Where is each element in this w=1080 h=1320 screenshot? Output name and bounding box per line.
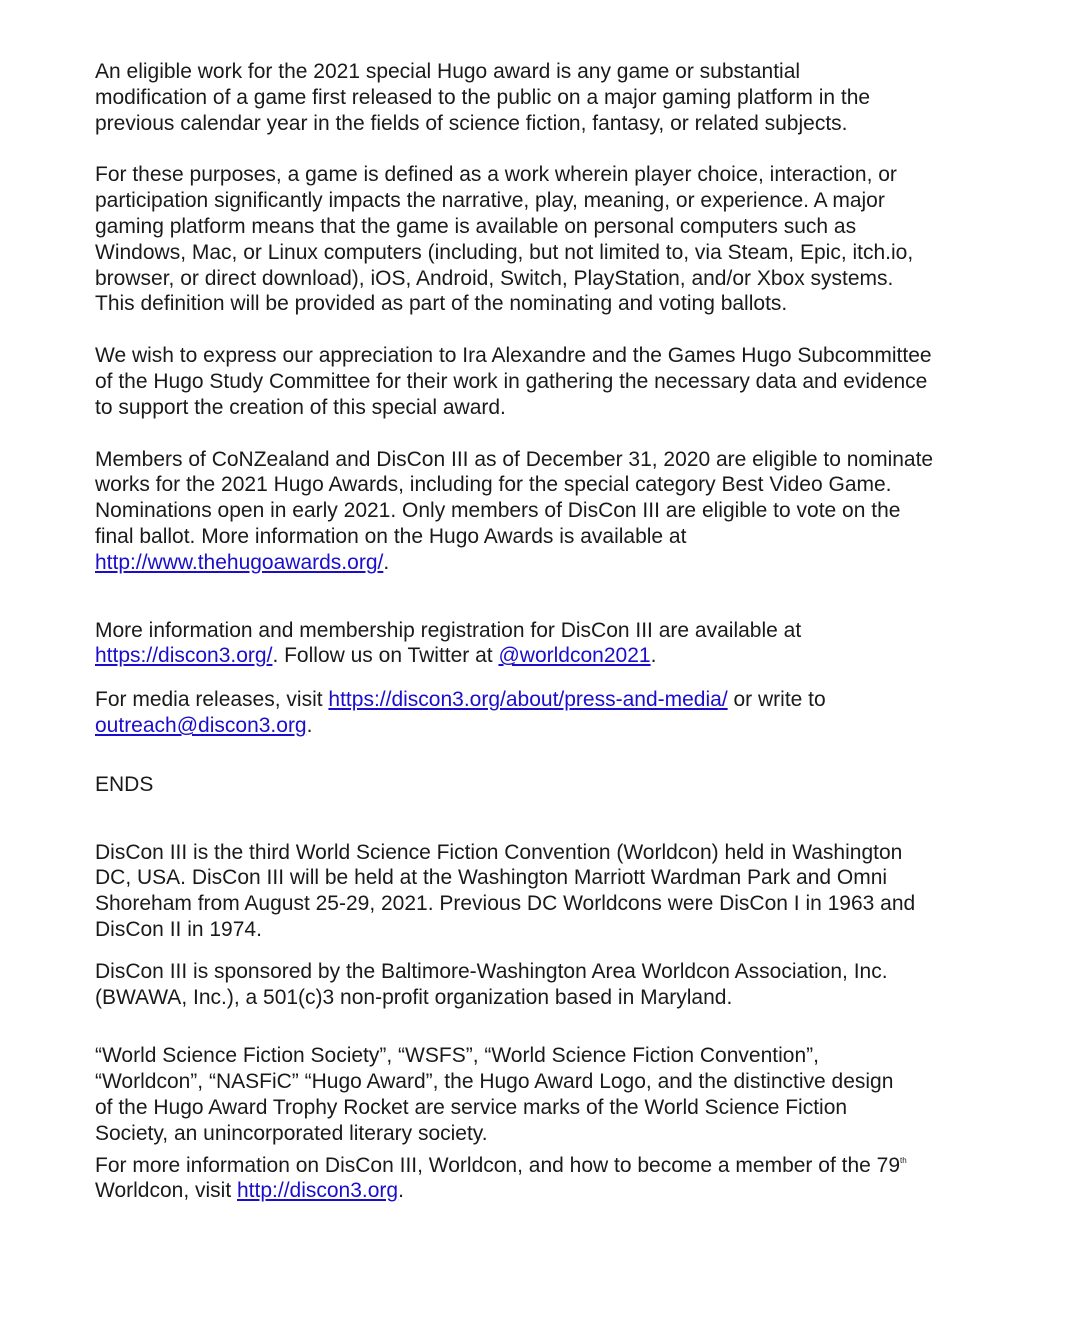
membership-paragraph bbox=[95, 618, 1055, 670]
sponsor-paragraph: DisCon III is sponsored by the Baltimore-Washington Area Worldcon Association, Inc. (BWAWA, Inc.), a 501(c)3 non-profit organization based in Maryland. bbox=[95, 959, 888, 1009]
nomination-end: . bbox=[383, 550, 390, 574]
membership-mid: . Follow us on Twitter at bbox=[272, 644, 499, 668]
appreciation-paragraph: We wish to express our appreciation to Ira Alexandre and the Games Hugo Subcommittee of the Hugo Study Committee for their work in gathering the necessary data and evidence to support the creation of this special award. bbox=[95, 344, 932, 419]
more-info-end: . bbox=[398, 1179, 404, 1203]
ordinal-suffix: th bbox=[900, 1155, 907, 1165]
press-media-link[interactable]: https://discon3.org/about/press-and-media/ bbox=[328, 688, 728, 712]
more-info-text: For more information on DisCon III, Worldcon, and how to become a member of the 79 bbox=[95, 1153, 900, 1177]
document-page bbox=[95, 59, 1055, 1204]
eligibility-paragraph: An eligible work for the 2021 special Hugo award is any game or substantial modification of a game first released to the public on a major gaming platform in the previous calendar year in the fields of science fiction, fantasy, or related subjects. bbox=[95, 60, 871, 135]
nomination-paragraph bbox=[95, 447, 1055, 576]
nomination-text: Members of CoNZealand and DisCon III as of December 31, 2020 are eligible to nominate works for the 2021 Hugo Awards, including for the special category Best Video Game. Nominations open in early 2021. Only members of DisCon III are eligible to vote on the final ballot. More information on the Hugo Awards is available at bbox=[95, 447, 934, 548]
membership-text: More information and membership registration for DisCon III are available at bbox=[95, 618, 802, 642]
discon3-link[interactable]: https://discon3.org/ bbox=[95, 644, 273, 668]
media-paragraph bbox=[95, 687, 1055, 739]
more-info-mid: Worldcon, visit bbox=[95, 1179, 232, 1203]
hugo-awards-link[interactable]: http://www.thehugoawards.org/ bbox=[95, 550, 384, 574]
media-mid: or write to bbox=[733, 688, 826, 712]
about-discon-paragraph: DisCon III is the third World Science Fiction Convention (Worldcon) held in Washington DC, USA. DisCon III will be held at the Washington Marriott Wardman Park and Omni Shoreham from August 25-29, 2021. Previous DC Worldcons were DisCon I in 1963 and DisCon II in 1974. bbox=[95, 840, 916, 941]
outreach-email-link[interactable]: outreach@discon3.org bbox=[95, 713, 307, 737]
media-text: For media releases, visit bbox=[95, 688, 329, 712]
service-marks-paragraph: “World Science Fiction Society”, “WSFS”, “World Science Fiction Convention”, “Worldcon”, “NASFiC” “Hugo Award”, the Hugo Award Logo, and the distinctive design of the Hugo Award Trophy Rocket are service marks of the World Science Fiction Society, an unincorporated literary society. bbox=[95, 1044, 894, 1145]
membership-end: . bbox=[650, 644, 657, 668]
more-info-paragraph bbox=[95, 1153, 1055, 1205]
ends-marker: ENDS bbox=[95, 772, 154, 796]
game-definition-paragraph: For these purposes, a game is defined as a work wherein player choice, interaction, or participation significantly impacts the narrative, play, meaning, or experience. A major gaming platform means that the game is available on personal computers such as Windows, Mac, or Linux computers (including, but not limited to, via Steam, Epic, itch.io, browser, or direct download), iOS, Android, Switch, PlayStation, and/or Xbox systems. This definition will be provided as part of the nominating and voting ballots. bbox=[95, 163, 914, 316]
twitter-link[interactable]: @worldcon2021 bbox=[498, 644, 651, 668]
media-end: . bbox=[306, 713, 313, 737]
discon3-site-link[interactable]: http://discon3.org bbox=[237, 1179, 399, 1203]
